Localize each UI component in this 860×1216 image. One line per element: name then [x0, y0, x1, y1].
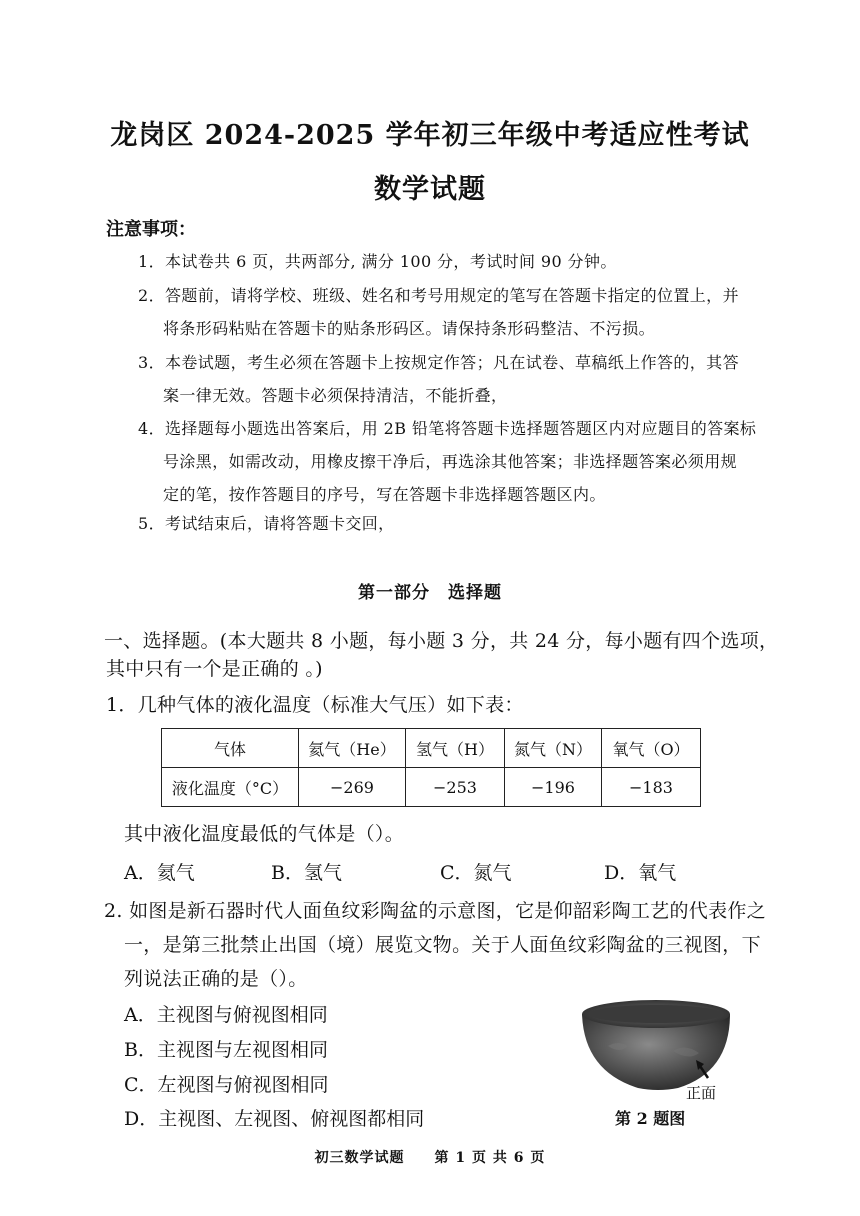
notice-line: 5．考试结束后，请将答题卡交回，: [138, 514, 395, 533]
gas-table: [161, 728, 701, 807]
q2-option-b: B．主视图与左视图相同: [124, 1039, 328, 1061]
notice-line: 2．答题前，请将学校、班级、姓名和考号用规定的笔写在答题卡指定的位置上，并: [138, 286, 739, 305]
q2-stem: 2. 如图是新石器时代人面鱼纹彩陶盆的示意图，它是仰韶彩陶工艺的代表作之: [104, 900, 766, 922]
notice-line: 4．选择题每小题选出答案后，用 2B 铅笔将答题卡选择题答题区内对应题目的答案标: [138, 419, 757, 438]
table-header-cell: 氦气（He）: [299, 729, 406, 768]
q1-option-b: B．氢气: [271, 862, 342, 884]
q2-stem: 列说法正确的是（）。: [124, 968, 308, 990]
table-cell: −269: [299, 768, 406, 807]
table-cell: −253: [406, 768, 505, 807]
notice-line: 案一律无效。答题卡必须保持清洁，不能折叠，: [163, 386, 508, 405]
notice-heading: 注意事项：: [106, 219, 196, 240]
notice-line: 将条形码粘贴在答题卡的贴条形码区。请保持条形码整洁、不污损。: [163, 319, 656, 338]
section-instruction: 一、选择题。(本大题共 8 小题，每小题 3 分，共 24 分，每小题有四个选项，: [104, 630, 779, 652]
table-row: [162, 768, 701, 807]
q1-stem: 1．几种气体的液化温度（标准大气压）如下表：: [106, 694, 524, 716]
q2-option-a: A．主视图与俯视图相同: [124, 1004, 328, 1026]
table-header-cell: 氮气（N）: [505, 729, 602, 768]
part-title: 第一部分 选择题: [358, 583, 502, 603]
notice-line: 3．本卷试题，考生必须在答题卡上按规定作答；凡在试卷、草稿纸上作答的，其答: [138, 353, 739, 372]
page-footer: 初三数学试题 第 1 页 共 6 页: [314, 1150, 546, 1166]
table-row: [162, 729, 701, 768]
figure-caption: 第 2 题图: [615, 1109, 686, 1128]
q1-option-a: A．氦气: [124, 862, 195, 884]
figure-label: 正面: [686, 1084, 717, 1102]
notice-line: 定的笔，按作答题目的序号，写在答题卡非选择题答题区内。: [163, 485, 606, 504]
q2-option-c: C．左视图与俯视图相同: [124, 1074, 329, 1096]
table-header-cell: 氧气（O）: [602, 729, 701, 768]
q1-question: 其中液化温度最低的气体是（）。: [124, 823, 405, 845]
exam-subtitle: 数学试题: [374, 174, 486, 205]
section-instruction: 其中只有一个是正确的 。): [106, 658, 323, 680]
q1-option-d: D．氧气: [604, 862, 677, 884]
notice-line: 号涂黑，如需改动，用橡皮擦干净后，再选涂其他答案；非选择题答案必须用规: [163, 452, 738, 471]
q1-option-c: C．氮气: [440, 862, 512, 884]
q2-stem: 一，是第三批禁止出国（境）展览文物。关于人面鱼纹彩陶盆的三视图，下: [124, 934, 761, 956]
table-header-cell: 氢气（H）: [406, 729, 505, 768]
notice-line: 1．本试卷共 6 页，共两部分, 满分 100 分，考试时间 90 分钟。: [138, 252, 617, 271]
table-row-label: 液化温度（°C）: [162, 768, 299, 807]
q2-option-d: D．主视图、左视图、俯视图都相同: [124, 1108, 425, 1130]
table-cell: −183: [602, 768, 701, 807]
exam-title: 龙岗区 2024-2025 学年初三年级中考适应性考试: [110, 120, 750, 151]
table-header-cell: 气体: [162, 729, 299, 768]
table-cell: −196: [505, 768, 602, 807]
